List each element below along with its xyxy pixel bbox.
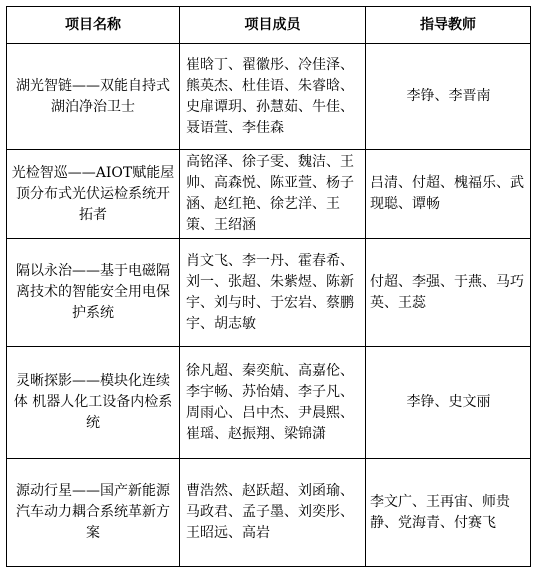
table-header-row [7,7,531,44]
project-members-cell: 曹浩然、赵跃超、刘函瑜、马政君、孟子墨、刘奕彤、王昭远、高岩 [180,459,366,567]
advisors-cell: 付超、李强、于燕、马巧英、王蕊 [366,239,531,347]
advisors-cell: 李铮、李晋南 [366,44,531,150]
advisors-cell: 李铮、史文丽 [366,347,531,459]
header-advisors: 指导教师 [366,7,531,44]
header-project-members: 项目成员 [180,7,366,44]
advisors-cell: 李文广、王再宙、师贵静、党海青、付赛飞 [366,459,531,567]
project-table [6,6,531,567]
project-name-cell: 光检智巡——AIOT赋能屋顶分布式光伏运检系统开拓者 [7,150,180,239]
table-row [7,150,531,239]
table-row [7,44,531,150]
project-members-cell: 徐凡超、秦奕航、高嘉伦、李宇畅、苏怡婧、李子凡、周雨心、吕中杰、尹晨熙、崔瑶、赵振翔、梁锦潇 [180,347,366,459]
project-members-cell: 肖文飞、李一丹、霍春希、刘一、张超、朱紫煜、陈新宇、刘与时、于宏岩、蔡鹏宇、胡志敏 [180,239,366,347]
table-row [7,347,531,459]
project-name-cell: 隔以永治——基于电磁隔离技术的智能安全用电保护系统 [7,239,180,347]
project-members-cell: 崔晗丁、翟徽彤、冷佳泽、熊英杰、杜佳语、朱睿晗、史扉谭玥、孙慧茹、牛佳、聂语萱、李佳森 [180,44,366,150]
project-name-cell: 湖光智链——双能自持式湖泊净治卫士 [7,44,180,150]
project-name-cell: 源动行星——国产新能源汽车动力耦合系统革新方案 [7,459,180,567]
table-row [7,239,531,347]
project-members-cell: 高铭泽、徐子雯、魏洁、王帅、高森悦、陈亚萱、杨子涵、赵红艳、徐艺洋、王策、王绍涵 [180,150,366,239]
table-row [7,459,531,567]
advisors-cell: 吕清、付超、槐福乐、武现聪、谭畅 [366,150,531,239]
project-name-cell: 灵晰探影——模块化连续体 机器人化工设备内检系统 [7,347,180,459]
header-project-name: 项目名称 [7,7,180,44]
